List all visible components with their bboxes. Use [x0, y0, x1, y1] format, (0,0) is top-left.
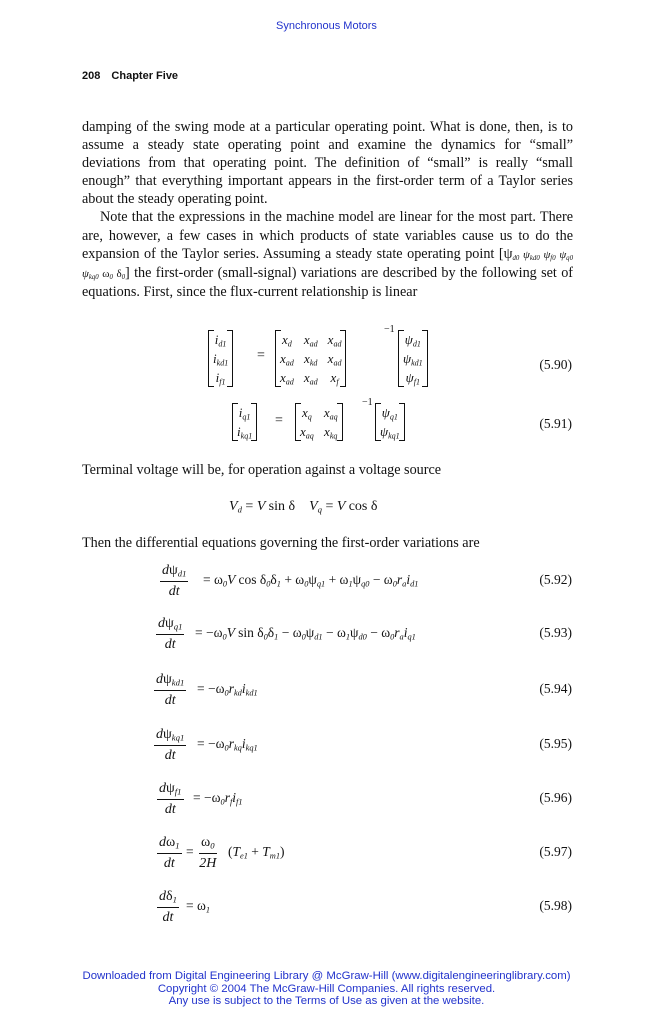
page-header: [82, 70, 178, 82]
running-head: Synchronous Motors: [276, 20, 377, 32]
eq-number: (5.92): [539, 572, 572, 587]
paragraph-2-end: ] the first-order (small-signal) variations are described by the following set of equations. First, since the flux-current relationship is linear: [82, 264, 574, 300]
terminal-voltage-equation: $V_d = V$ sin δ $V_q = V$ cos δ: [229, 499, 378, 515]
page-number: 208: [82, 70, 101, 82]
paragraph-2-start: Note that the expressions in the machine model are linear for the most part. There are, however, a few cases in which products of state variables cause us to do the expansion of the Taylor series. Assuming a steady state operating point [ψ: [82, 209, 573, 262]
footer-terms-link[interactable]: Any use is subject to the Terms of Use as given at the website.: [168, 995, 485, 1008]
footer-download-link[interactable]: Downloaded from Digital Engineering Library @ McGraw-Hill (www.digitalengineeringlibrary.com): [82, 970, 571, 982]
eq-number: (5.93): [539, 625, 572, 640]
eq-number: (5.98): [539, 898, 572, 913]
footer: [0, 970, 653, 1008]
terminal-voltage-text: Terminal voltage will be, for operation against a voltage source: [82, 462, 442, 478]
paragraph-2: Note that the expressions in the machine model are linear for the most part. There are, however, a few cases in which products of state variables cause us to do the expansion of the Taylor series. Assuming a steady state operating point [$\psi_{d0}$ $\psi_{kd0}$ $\psi_{f0}$ $\psi_{q0}$ $\psi_{kq0}$ $\omega_0$ $\delta_0$] the first-order (small-signal) variations are described by the following set of equations. First, since the flux-current relationship is linear: [82, 209, 574, 300]
eq-number: (5.90): [539, 357, 572, 372]
chapter-title: Chapter Five: [111, 70, 179, 82]
diffeq-intro: Then the differential equations governing the first-order variations are: [82, 535, 480, 551]
footer-copyright: Copyright © 2004 The McGraw-Hill Companies. All rights reserved.: [157, 982, 496, 995]
paragraph-1: damping of the swing mode at a particular operating point. What is done, then, is to assume a steady state operating point and examine the dynamics for “small” deviations from that operating point. The definition of “small” is really “small enough” that everything important appears in the first-order term of a Taylor series about the steady operating point.: [82, 119, 573, 208]
eq-number: (5.95): [539, 736, 572, 751]
body-text: [82, 118, 573, 301]
eq-number: (5.96): [539, 790, 572, 805]
eq-number: (5.97): [539, 844, 572, 859]
eq-number: (5.91): [539, 416, 572, 431]
eq-number: (5.94): [539, 681, 572, 696]
